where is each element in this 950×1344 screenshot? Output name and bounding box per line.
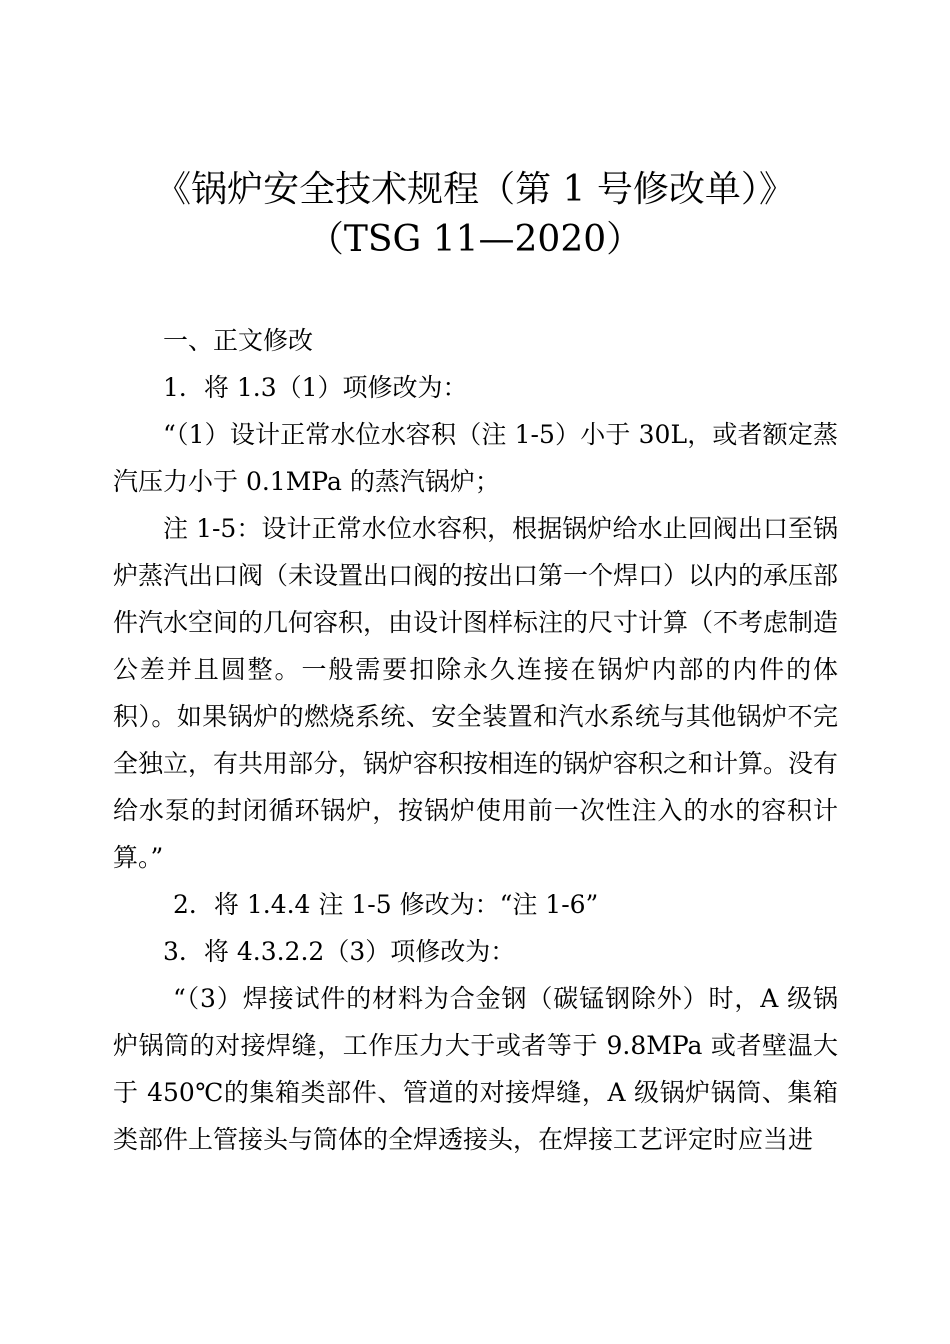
document-title: 《锅炉安全技术规程（第 1 号修改单）》 bbox=[155, 169, 795, 210]
note-1-5: 注 1-5：设计正常水位水容积，根据锅炉给水止回阀出口至锅炉蒸汽出口阀（未设置出口阀的按出口第一个焊口）以内的承压部件汽水空间的几何容积，由设计图样标注的尺寸计算（不考虑制造公差并且圆整。一般需要扣除永久连接在锅炉内部的内件的体积）。如果锅炉的燃烧系统、安全装置和汽水系统与其他锅炉不完全独立，有共用部分，锅炉容积按相连的锅炉容积之和计算。没有给水泵的封闭循环锅炉，按锅炉使用前一次性注入的水的容积计算。” bbox=[113, 514, 839, 872]
document-code: （TSG 11—2020） bbox=[307, 219, 643, 260]
amendment-item-3: 3．将 4.3.2.2（3）项修改为： bbox=[163, 937, 516, 966]
amendment-item-2: 2．将 1.4.4 注 1-5 修改为：“注 1-6” bbox=[173, 890, 599, 919]
amendment-item-1: 1．将 1.3（1）项修改为： bbox=[163, 373, 468, 402]
document-body bbox=[113, 317, 838, 1163]
amendment-text-3: “（3）焊接试件的材料为合金钢（碳锰钢除外）时，A 级锅炉锅筒的对接焊缝，工作压力大于或者等于 9.8MPa 或者壁温大于 450℃的集箱类部件、管道的对接焊缝，A 级锅炉锅筒、集箱类部件上管接头与筒体的全焊透接头，在焊接工艺评定时应当进 bbox=[113, 984, 838, 1154]
section-heading: 一、正文修改 bbox=[163, 326, 314, 355]
amendment-text-1: “（1）设计正常水位水容积（注 1-5）小于 30L，或者额定蒸汽压力小于 0.1MPa 的蒸汽锅炉； bbox=[113, 420, 838, 496]
